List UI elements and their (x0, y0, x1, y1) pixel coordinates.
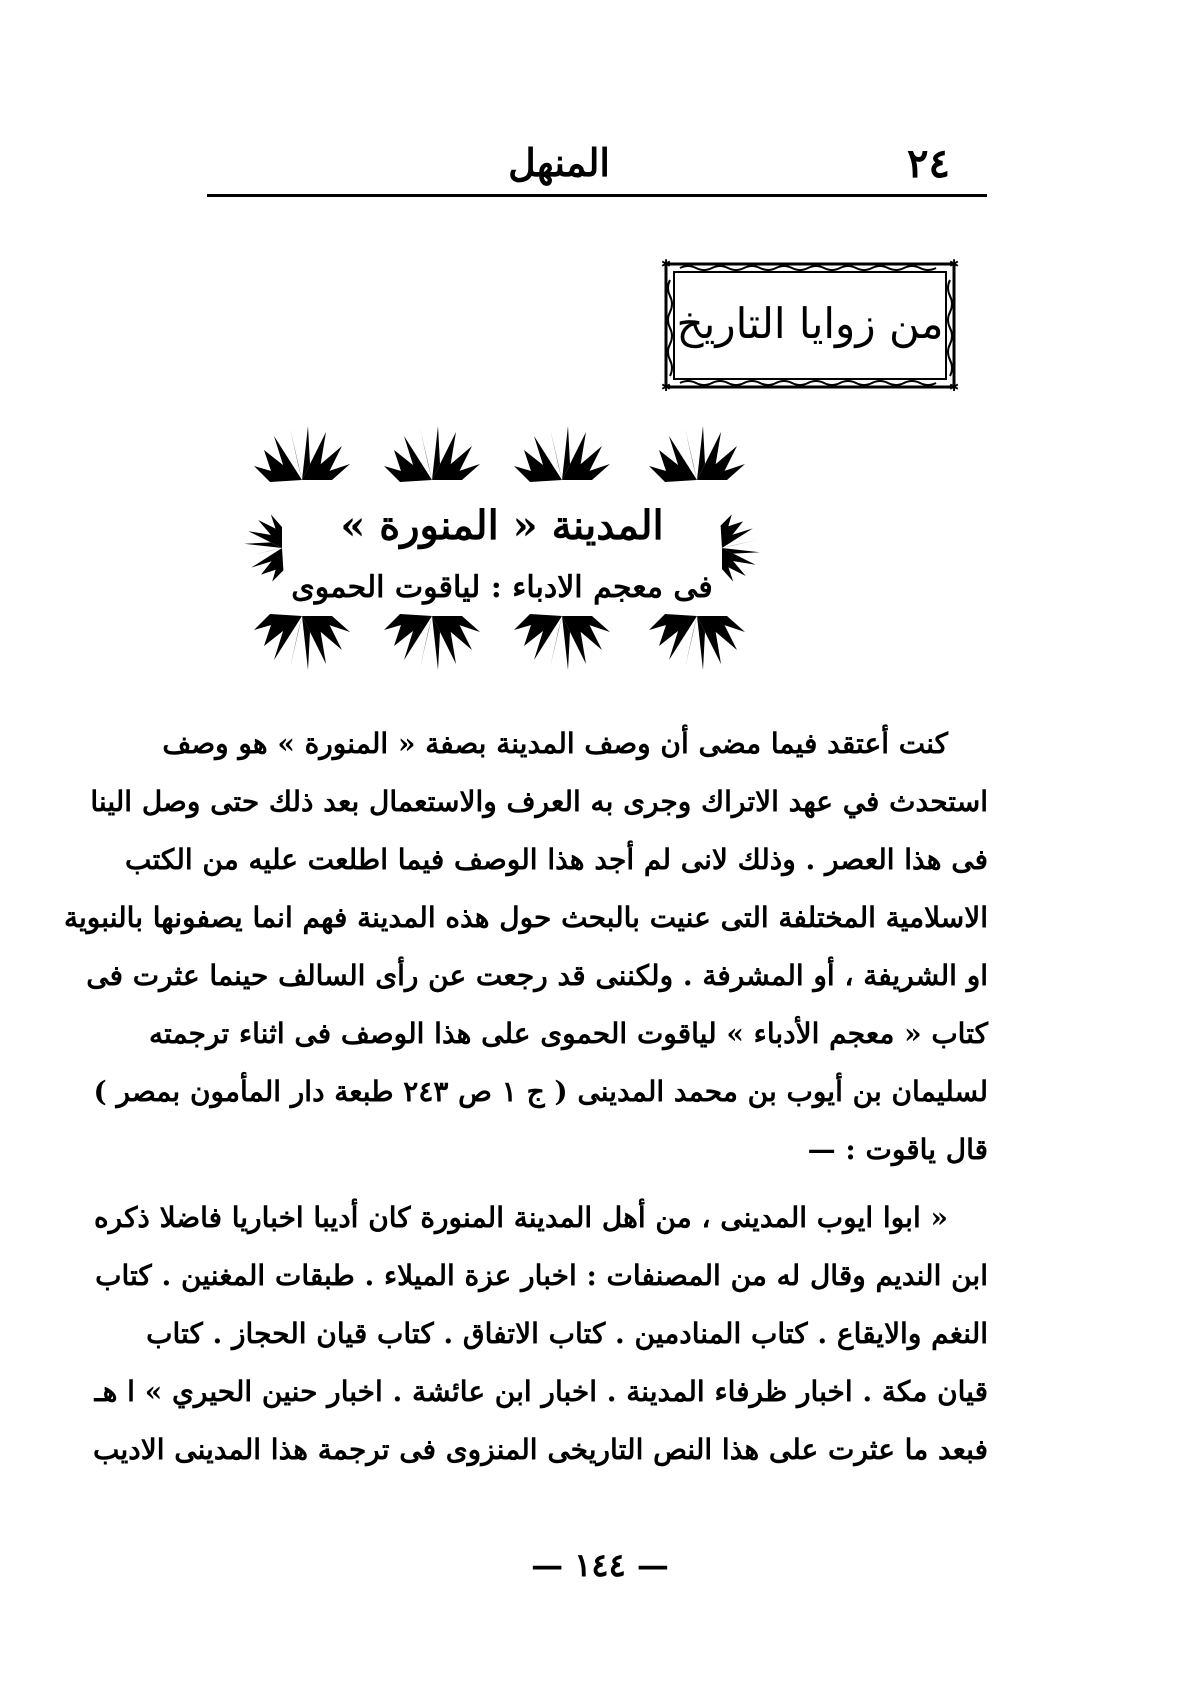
section-title: من زوايا التاريخ (676, 299, 944, 348)
text-line: او الشريفة ، أو المشرفة . ولكننى قد رجعت عن رأى السالف حينما عثرت فى (86, 959, 988, 992)
svg-text:✱: ✱ (948, 257, 960, 271)
text-line: استحدث في عهد الاتراك وجرى به العرف والاستعمال بعد ذلك حتى وصل الينا (90, 785, 988, 818)
text-line: الاسلامية المختلفة التى عنيت بالبحث حول هذه المدينة فهم انما يصفونها بالنبوية (63, 901, 988, 934)
header-rule (207, 194, 987, 197)
text-line: « ابوا ايوب المدينى ، من أهل المدينة المنورة كان أديبا اخباريا فاضلا ذكره (93, 1201, 948, 1234)
article-title-ornament (242, 418, 762, 678)
running-header (205, 140, 990, 190)
svg-text:✱: ✱ (660, 257, 672, 271)
text-line: فبعد ما عثرت على هذا النص التاريخى المنزوى فى ترجمة هذا المدينى الاديب (93, 1433, 988, 1466)
text-line: ابن النديم وقال له من المصنفات : اخبار عزة الميلاء . طبقات المغنين . كتاب (95, 1259, 988, 1292)
article-body (63, 715, 988, 1479)
header-page-number: ٢٤ (907, 140, 950, 187)
section-title-box (660, 258, 960, 393)
text-line: فى هذا العصر . وذلك لانى لم أجد هذا الوصف فيما اطلعت عليه من الكتب (124, 843, 988, 876)
header-journal-title: المنهل (508, 140, 610, 185)
text-line: قال ياقوت : — (807, 1133, 988, 1166)
text-line: النغم والايقاع . كتاب المنادمين . كتاب الاتفاق . كتاب قيان الحجاز . كتاب (146, 1317, 988, 1350)
folio-number: — ١٤٤ — (531, 1546, 669, 1584)
text-line: قيان مكة . اخبار ظرفاء المدينة . اخبار ابن عائشة . اخبار حنين الحيري » ا هـ (94, 1375, 988, 1408)
text-line: لسليمان بن أيوب بن محمد المدينى ( ج ١ ص ٢٤٣ طبعة دار المأمون بمصر ) (93, 1075, 988, 1108)
svg-text:✱: ✱ (948, 380, 960, 394)
text-line: كتاب « معجم الأدباء » لياقوت الحموى على هذا الوصف فى اثناء ترجمته (149, 1017, 988, 1050)
svg-text:✱: ✱ (660, 380, 672, 394)
article-subtitle: فى معجم الادباء : لياقوت الحموى (291, 570, 713, 605)
text-line: كنت أعتقد فيما مضى أن وصف المدينة بصفة « المنورة » هو وصف (162, 727, 948, 760)
article-title: المدينة « المنورة » (340, 502, 664, 549)
